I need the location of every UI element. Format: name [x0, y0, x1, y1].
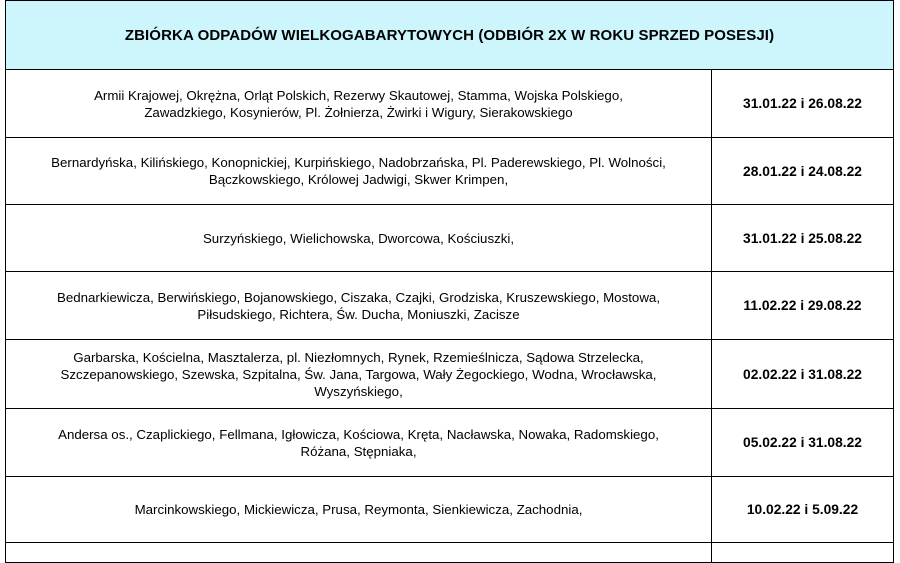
table-row	[6, 70, 894, 138]
streets-cell	[6, 138, 712, 205]
table-row	[6, 340, 894, 409]
streets-line: Garbarska, Kościelna, Masztalerza, pl. Niezłomnych, Rynek, Rzemieślnicza, Sądowa Strzelecka,	[73, 349, 644, 365]
streets-cell	[6, 477, 712, 543]
streets-cell	[6, 340, 712, 409]
table-row	[6, 205, 894, 272]
streets-line: Andersa os., Czaplickiego, Fellmana, Igłowicza, Kościowa, Kręta, Nacławska, Nowaka, Radomskiego,	[58, 426, 659, 442]
streets-cell	[6, 272, 712, 340]
dates-cell: 31.01.22 i 26.08.22	[712, 70, 894, 138]
dates-cell: 05.02.22 i 31.08.22	[712, 409, 894, 477]
table-row	[6, 272, 894, 340]
streets-line: Bednarkiewicza, Berwińskiego, Bojanowskiego, Ciszaka, Czajki, Grodziska, Kruszewskiego, Mostowa,	[56, 289, 661, 305]
streets-line: Bączkowskiego, Królowej Jadwigi, Skwer Krimpen,	[208, 172, 509, 187]
streets-cell	[6, 70, 712, 138]
table-row	[6, 138, 894, 205]
streets-line: Bernardyńska, Kilińskiego, Konopnickiej, Kurpińskiego, Nadobrzańska, Pl. Paderewskiego, Pl. Wolności,	[51, 155, 666, 170]
streets-line: Zawadzkiego, Kosynierów, Pl. Żołnierza, Żwirki i Wigury, Sierakowskiego	[144, 104, 573, 120]
streets-line: Armii Krajowej, Okrężna, Orląt Polskich, Rezerwy Skautowej, Stamma, Wojska Polskiego,	[94, 87, 623, 103]
streets-cell	[6, 205, 712, 272]
streets-line: Różana, Stępniaka,	[300, 443, 417, 459]
dates-cell: 10.02.22 i 5.09.22	[712, 477, 894, 543]
dates-cell: 31.01.22 i 25.08.22	[712, 205, 894, 272]
streets-line: Piłsudskiego, Richtera, Św. Ducha, Moniuszki, Zacisze	[197, 306, 520, 322]
streets-line: Marcinkowskiego, Mickiewicza, Prusa, Reymonta, Sienkiewicza, Zachodnia,	[134, 502, 583, 517]
streets-line: Wyszyńskiego,	[314, 383, 403, 399]
title-row	[6, 1, 894, 70]
table-row	[6, 409, 894, 477]
streets-line: Szczepanowskiego, Szewska, Szpitalna, Św. Jana, Targowa, Wały Żegockiego, Wodna, Wrocławska,	[60, 366, 657, 382]
streets-line: Surzyńskiego, Wielichowska, Dworcowa, Kościuszki,	[202, 230, 515, 246]
dates-cell: 28.01.22 i 24.08.22	[712, 138, 894, 205]
dates-cell: 11.02.22 i 29.08.22	[712, 272, 894, 340]
dates-cell: 02.02.22 i 31.08.22	[712, 340, 894, 409]
table-title: ZBIÓRKA ODPADÓW WIELKOGABARYTOWYCH (ODBIÓR 2X W ROKU SPRZED POSESJI)	[6, 1, 894, 70]
collection-schedule-table	[5, 0, 894, 563]
streets-cell	[6, 409, 712, 477]
table-row	[6, 477, 894, 543]
